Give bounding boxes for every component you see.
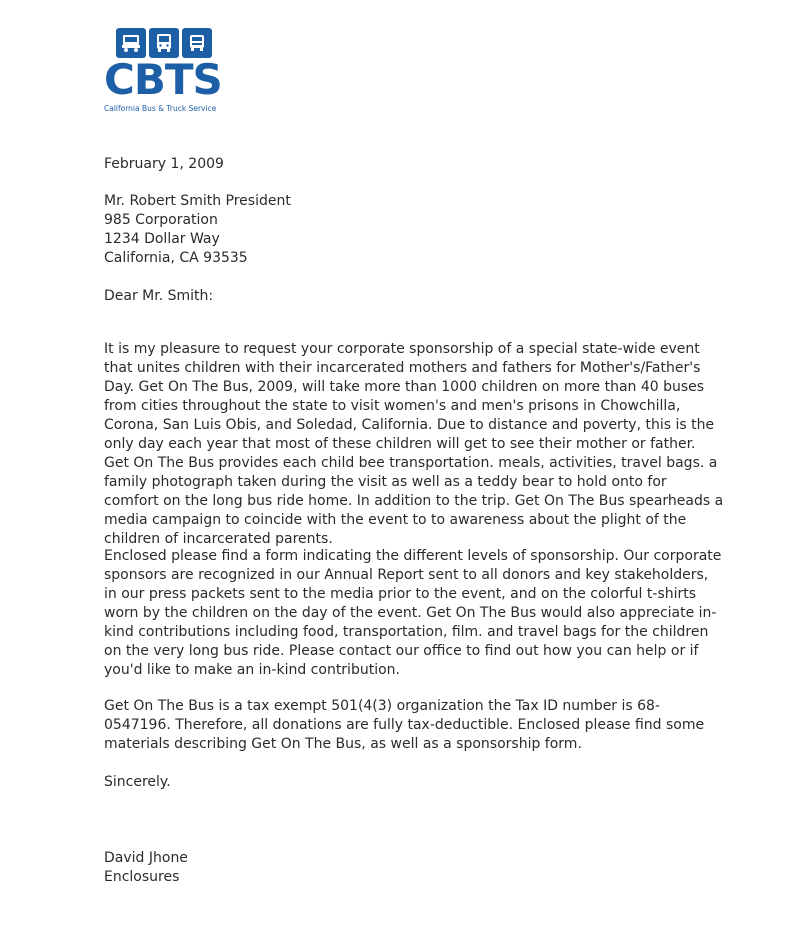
signature-name: David Jhone <box>104 850 188 866</box>
recipient-company: 985 Corporation <box>104 212 218 228</box>
paragraph-1: It is my pleasure to request your corporate sponsorship of a special state-wide event that unites children with their incarcerated mothers and fathers for Mother's/Father's Day. Get On The Bus, 2009, will take more than 1000 children on more than 40 buses from cities throughout the state to visit women's and men's prisons in Chowchilla, Corona, San Luis Obis, and Soledad, California. Due to distance and poverty, this is the only day each year that most of these children will get to see their mother or father. Get On The Bus provides each child bee transportation. meals, activities, travel bags. a family photograph taken during the visit as well as a teddy bear to hold onto for comfort on the long bus ride home. In addition to the trip. Get On The Bus spearheads a media campaign to coincide with the event to to awareness about the plight of the children of incarcerated parents. <box>104 341 724 547</box>
recipient-name: Mr. Robert Smith President <box>104 193 291 209</box>
logo-wordmark: CBTS <box>104 55 222 104</box>
salutation: Dear Mr. Smith: <box>104 288 214 304</box>
logo-icon-row <box>116 28 212 58</box>
letter-date: February 1, 2009 <box>104 156 224 172</box>
bus-icon <box>149 28 179 58</box>
paragraph-2: Enclosed please find a form indicating the different levels of sponsorship. Our corporate sponsors are recognized in our Annual Report sent to all donors and key stakeholders, in our press packets sent to the media prior to the event, and on the colorful t-shirts worn by the children on the day of the event. Get On The Bus would also appreciate in-kind contributions including food, transportation, film. and travel bags for the children on the very long bus ride. Please contact our office to find out how you can help or if you'd like to make an in-kind contribution. <box>104 548 722 678</box>
company-logo <box>104 28 244 118</box>
logo-tagline: California Bus & Truck Service <box>104 104 217 113</box>
recipient-street: 1234 Dollar Way <box>104 231 220 247</box>
recipient-address <box>104 192 724 268</box>
truck-icon <box>116 28 146 58</box>
van-icon <box>182 28 212 58</box>
signature-block <box>104 849 724 887</box>
enclosures-note: Enclosures <box>104 869 180 885</box>
recipient-city: California, CA 93535 <box>104 250 248 266</box>
paragraph-3: Get On The Bus is a tax exempt 501(4(3) organization the Tax ID number is 68-0547196. Therefore, all donations are fully tax-deductible. Enclosed please find some materials describing Get On The Bus, as well as a sponsorship form. <box>104 698 705 752</box>
closing: Sincerely. <box>104 774 171 790</box>
